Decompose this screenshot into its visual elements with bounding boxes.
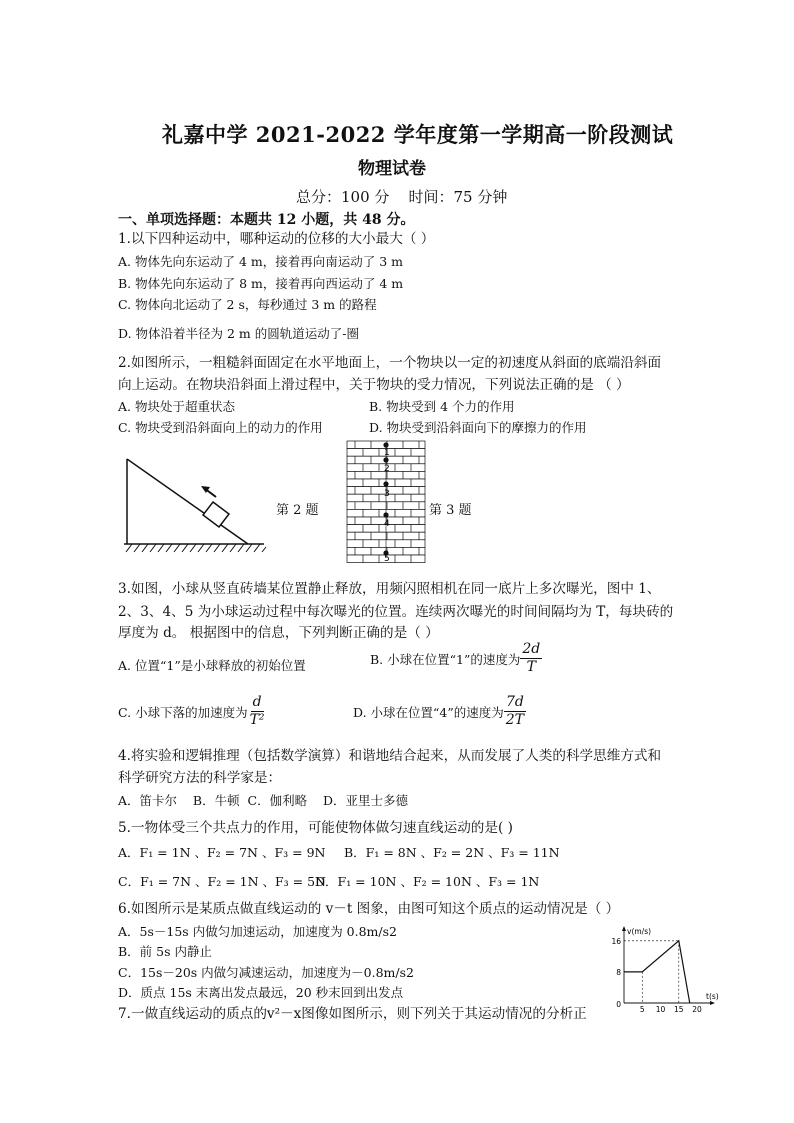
y-tick-label: 8	[616, 967, 621, 977]
fraction-numerator: d	[252, 694, 262, 710]
q6-stem: 6.如图所示是某质点做直线运动的 v－t 图象，由图可知这个质点的运动情况是（ ）	[118, 901, 620, 917]
q2-option-d: D. 物块受到沿斜面向下的摩擦力的作用	[369, 420, 587, 435]
origin-label: 0	[616, 1000, 621, 1009]
q5-stem: 5.一物体受三个共点力的作用，可能使物体做匀速直线运动的是( )	[118, 820, 513, 836]
ball-position-1	[383, 442, 388, 447]
q3-option-d-text: D. 小球在位置“4”的速度为	[353, 704, 504, 720]
fraction-denominator: T²	[249, 712, 265, 728]
q6-option-b: B．前 5s 内静止	[118, 944, 213, 959]
ball-position-4	[383, 512, 388, 517]
q4-stem-line2: 科学研究方法的科学家是：	[118, 770, 282, 786]
y-tick-label: 16	[611, 936, 621, 946]
q2-option-a: A. 物块处于超重状态	[118, 399, 235, 414]
x-tick-label: 5	[639, 1005, 645, 1014]
wall-mark-2: 2	[384, 464, 390, 474]
y-axis-arrow-icon	[622, 926, 626, 931]
q5-option-a: A．F₁ = 1N 、F₂ = 7N 、F₃ = 9N	[118, 845, 326, 860]
q4-options: A．笛卡尔 B．牛顿 C．伽利略 D．亚里士多德	[118, 793, 409, 808]
q3-stem-line2: 2、3、4、5 为小球运动过程中每次曝光的位置。连续两次曝光的时间间隔均为 T，每块砖的	[118, 604, 674, 620]
section-heading: 一、单项选择题：本题共 12 小题，共 48 分。	[118, 212, 415, 228]
incline-figure	[122, 455, 268, 555]
q5-option-b: B．F₁ = 8N 、F₂ = 2N 、F₃ = 11N	[344, 845, 560, 860]
figure-caption-q3: 第 3 题	[429, 503, 472, 518]
fraction-numerator: 7d	[505, 694, 524, 710]
q2-stem-line2: 向上运动。在物块沿斜面上滑过程中，关于物块的受力情况，下列说法正确的是 （ ）	[118, 377, 630, 393]
q3-option-c	[118, 694, 267, 729]
fraction-denominator: 2T	[505, 712, 525, 728]
x-tick-label: 10	[655, 1005, 666, 1014]
exam-meta: 总分：100 分 时间：75 分钟	[296, 188, 508, 206]
q3-option-a: A. 位置“1”是小球释放的初始位置	[118, 658, 306, 673]
brick-wall-figure	[345, 440, 430, 564]
q4-stem-line1: 4.将实验和逻辑推理（包括数学演算）和谐地结合起来，从而发展了人类的科学思维方式和	[118, 748, 662, 764]
q6-option-a: A．5s－15s 内做匀加速运动，加速度为 0.8m/s2	[118, 924, 397, 939]
incline-slope	[127, 459, 248, 544]
q3-option-d-fraction	[504, 694, 526, 729]
fraction-numerator: 2d	[522, 641, 541, 657]
q3-option-c-fraction	[248, 694, 267, 729]
q3-stem-line3: 厚度为 d。 根据图中的信息，下列判断正确的是（ ）	[118, 625, 439, 641]
block	[203, 502, 229, 527]
q5-option-d: D．F₁ = 10N 、F₂ = 10N 、F₃ = 1N	[315, 874, 540, 889]
x-tick-label: 15	[674, 1005, 684, 1014]
wall-mark-1: 1	[384, 448, 390, 458]
ball-position-2	[383, 457, 388, 462]
ball-position-3	[383, 481, 388, 486]
vt-series-line	[624, 941, 690, 1003]
wall-mark-3: 3	[384, 489, 390, 499]
q3-option-b-fraction	[520, 641, 542, 676]
q1-option-d: D. 物体沿着半径为 2 m 的圆轨道运动了-圈	[118, 326, 359, 341]
exam-subtitle: 物理试卷	[358, 159, 426, 179]
q2-stem-line1: 2.如图所示，一粗糙斜面固定在水平地面上，一个物块以一定的初速度从斜面的底端沿斜面	[118, 355, 662, 371]
x-axis-arrow-icon	[710, 1001, 715, 1005]
ground-hatching	[124, 544, 266, 552]
q1-stem: 1.以下四种运动中，哪种运动的位移的大小最大（ ）	[118, 231, 435, 247]
wall-mark-5: 5	[384, 554, 390, 564]
q2-option-b: B. 物块受到 4 个力的作用	[369, 399, 515, 414]
q3-stem-line1: 3.如图，小球从竖直砖墙某位置静止释放，用频闪照相机在同一底片上多次曝光，图中 1、	[118, 581, 661, 597]
exam-title: 礼嘉中学 2021-2022 学年度第一学期高一阶段测试	[162, 122, 674, 147]
vt-labels	[611, 927, 718, 1014]
velocity-arrow-icon	[201, 486, 216, 497]
q3-option-c-text: C. 小球下落的加速度为	[118, 704, 248, 720]
q6-option-d: D．质点 15s 末离出发点最远，20 秒末回到出发点	[118, 985, 404, 1000]
q6-option-c: C．15s－20s 内做匀减速运动，加速度为－0.8m/s2	[118, 965, 414, 980]
q5-option-c: C．F₁ = 7N 、F₂ = 1N 、F₃ = 5N	[118, 874, 326, 889]
y-axis-label: v(m/s)	[627, 927, 652, 936]
q1-option-a: A. 物体先向东运动了 4 m，接着再向南运动了 3 m	[118, 254, 403, 269]
q2-option-c: C. 物块受到沿斜面向上的动力的作用	[118, 420, 323, 435]
figure-caption-q2: 第 2 题	[276, 503, 319, 518]
wall-mark-4: 4	[384, 519, 390, 529]
x-axis-label: t(s)	[706, 992, 719, 1001]
q7-stem: 7.一做直线运动的质点的v²－x图像如图所示，则下列关于其运动情况的分析正	[118, 1006, 587, 1022]
q1-option-c: C. 物体向北运动了 2 s，每秒通过 3 m 的路程	[118, 297, 377, 312]
vt-axes	[622, 926, 715, 1005]
fraction-denominator: T	[526, 659, 536, 675]
vt-series	[624, 941, 690, 1003]
x-tick-label: 20	[692, 1005, 702, 1014]
q3-option-d	[353, 694, 526, 729]
q3-option-b	[370, 641, 542, 676]
q3-option-b-text: B. 小球在位置“1”的速度为	[370, 651, 521, 667]
q1-option-b: B. 物体先向东运动了 8 m，接着再向西运动了 4 m	[118, 276, 404, 291]
vt-graph	[610, 925, 720, 1017]
